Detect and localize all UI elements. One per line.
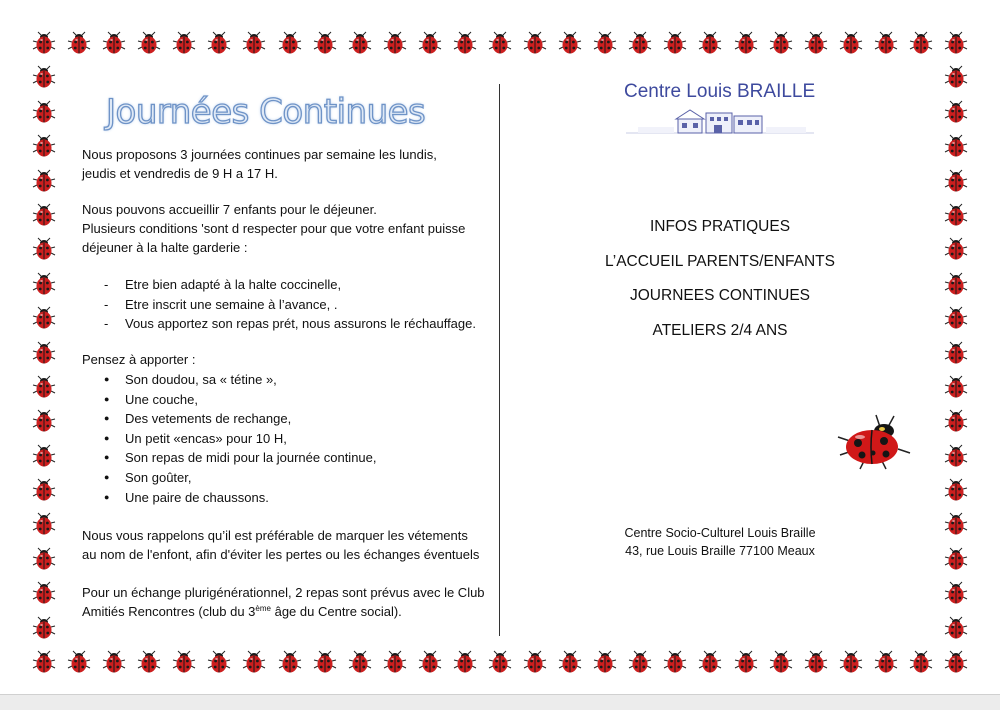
club-line-1: Pour un échange plurigénérationnel, 2 repas sont prévus avec le Club	[82, 585, 485, 600]
ladybug-border-icon	[172, 31, 196, 55]
club-line-2-start: Amitiés Rencontres (club du 3	[82, 604, 256, 619]
ladybug-border-icon	[523, 31, 547, 55]
info-workshops: ATELIERS 2/4 ANS	[652, 322, 788, 339]
ladybug-border-icon	[418, 31, 442, 55]
ladybug-border-icon	[839, 31, 863, 55]
ladybug-border-icon	[944, 547, 968, 571]
reminder-paragraph	[82, 526, 490, 564]
ladybug-icon	[832, 413, 916, 471]
ladybug-border-icon	[418, 650, 442, 674]
conditions-list	[104, 275, 494, 334]
ladybug-border-icon	[628, 31, 652, 55]
ladybug-border-icon	[769, 31, 793, 55]
conditions-paragraph	[82, 200, 490, 257]
ladybug-border-icon	[944, 409, 968, 433]
schedule-line-2: jeudis et vendredis de 9 H a 17 H.	[82, 166, 278, 181]
ladybug-border-icon	[102, 650, 126, 674]
ladybug-border-icon	[944, 650, 968, 674]
ladybug-border-icon	[944, 65, 968, 89]
ladybug-border-icon	[944, 375, 968, 399]
ladybug-border-icon	[278, 31, 302, 55]
ladybug-border-icon	[944, 341, 968, 365]
column-divider	[499, 84, 500, 636]
info-continuous-days: JOURNEES CONTINUES	[630, 287, 810, 304]
ladybug-border-icon	[32, 375, 56, 399]
ladybug-border-icon	[32, 478, 56, 502]
list-item: ● Un petit «encas» pour 10 H,	[104, 429, 494, 449]
ladybug-border-icon	[313, 650, 337, 674]
ladybug-border-icon	[804, 650, 828, 674]
ladybug-border-icon	[67, 650, 91, 674]
page-title: Journées Continues	[106, 92, 426, 132]
ladybug-border-icon	[32, 100, 56, 124]
ladybug-border-icon	[558, 31, 582, 55]
ladybug-border-icon	[734, 31, 758, 55]
list-item: ● Des vetements de rechange,	[104, 409, 494, 429]
ladybug-border-icon	[944, 134, 968, 158]
lunch-capacity-line: Nous pouvons accueillir 7 enfants pour le déjeuner.	[82, 202, 377, 217]
list-item: ● Une paire de chaussons.	[104, 488, 494, 508]
ladybug-border-icon	[944, 616, 968, 640]
ladybug-border-icon	[453, 650, 477, 674]
list-item: ● Son doudou, sa « tétine »,	[104, 370, 494, 390]
ladybug-border-icon	[32, 65, 56, 89]
ladybug-border-icon	[663, 31, 687, 55]
ladybug-border-icon	[313, 31, 337, 55]
ladybug-border-icon	[453, 31, 477, 55]
ladybug-border-icon	[523, 650, 547, 674]
ladybug-border-icon	[348, 31, 372, 55]
page-bottom-edge	[0, 694, 1000, 710]
club-line-2-end: âge du Centre social).	[270, 604, 402, 619]
ladybug-border-icon	[944, 306, 968, 330]
ladybug-border-icon	[944, 581, 968, 605]
ladybug-border-icon	[32, 581, 56, 605]
ladybug-border-icon	[242, 650, 266, 674]
ladybug-border-icon	[32, 237, 56, 261]
ladybug-border-icon	[32, 203, 56, 227]
ladybug-border-icon	[944, 444, 968, 468]
ladybug-border-icon	[874, 650, 898, 674]
ladybug-border-icon	[698, 650, 722, 674]
ladybug-border-icon	[944, 272, 968, 296]
ladybug-border-icon	[909, 650, 933, 674]
schedule-paragraph	[82, 145, 490, 183]
list-item: ● Son repas de midi pour la journée continue,	[104, 448, 494, 468]
ladybug-border-icon	[67, 31, 91, 55]
address-line-1: Centre Socio-Culturel Louis Braille	[624, 526, 816, 540]
center-name-logo: Centre Louis BRAILLE	[624, 81, 816, 102]
ladybug-border-icon	[32, 306, 56, 330]
ladybug-border-icon	[874, 31, 898, 55]
ladybug-border-icon	[944, 31, 968, 55]
ladybug-border-icon	[944, 512, 968, 536]
ladybug-border-icon	[278, 650, 302, 674]
ladybug-border-icon	[32, 31, 56, 55]
ladybug-border-icon	[207, 650, 231, 674]
ladybug-border-icon	[32, 169, 56, 193]
conditions-intro-line: Plusieurs conditions 'sont d respecter pour que votre enfant puisse	[82, 221, 466, 236]
club-paragraph	[82, 583, 490, 621]
ordinal-suffix: ème	[255, 604, 271, 613]
ladybug-border-icon	[32, 512, 56, 536]
bring-heading: Pensez à apporter :	[82, 352, 196, 367]
ladybug-border-icon	[32, 409, 56, 433]
ladybug-border-icon	[137, 31, 161, 55]
ladybug-border-icon	[593, 650, 617, 674]
ladybug-border-icon	[242, 31, 266, 55]
reminder-line-2: au nom de l'enfont, afin d'éviter les pertes ou les échanges éventuels	[82, 547, 480, 562]
schedule-line-1: Nous proposons 3 journées continues par semaine les lundis,	[82, 147, 437, 162]
ladybug-border-icon	[32, 547, 56, 571]
ladybug-border-icon	[32, 444, 56, 468]
ladybug-border-icon	[944, 203, 968, 227]
ladybug-border-icon	[944, 478, 968, 502]
ladybug-border-icon	[383, 650, 407, 674]
ladybug-border-icon	[32, 650, 56, 674]
ladybug-border-icon	[32, 341, 56, 365]
ladybug-border-icon	[698, 31, 722, 55]
ladybug-border-icon	[839, 650, 863, 674]
ladybug-border-icon	[32, 134, 56, 158]
ladybug-border-icon	[348, 650, 372, 674]
conditions-intro-line-2: déjeuner à la halte garderie :	[82, 240, 248, 255]
info-welcome: L’ACCUEIL PARENTS/ENFANTS	[605, 253, 835, 270]
info-practical: INFOS PRATIQUES	[649, 218, 791, 235]
ladybug-border-icon	[558, 650, 582, 674]
building-illustration	[626, 107, 814, 135]
ladybug-border-icon	[909, 31, 933, 55]
bring-list	[104, 370, 494, 507]
list-item: ● Son goûter,	[104, 468, 494, 488]
list-item: - Etre bien adapté à la halte coccinelle,	[104, 275, 494, 295]
ladybug-border-icon	[944, 100, 968, 124]
ladybug-border-icon	[944, 237, 968, 261]
ladybug-border-icon	[32, 272, 56, 296]
ladybug-border-icon	[734, 650, 758, 674]
ladybug-border-icon	[663, 650, 687, 674]
ladybug-border-icon	[944, 169, 968, 193]
ladybug-border-icon	[207, 31, 231, 55]
ladybug-border-icon	[769, 650, 793, 674]
ladybug-border-icon	[383, 31, 407, 55]
ladybug-border-icon	[593, 31, 617, 55]
ladybug-border-icon	[488, 650, 512, 674]
ladybug-border-icon	[804, 31, 828, 55]
reminder-line-1: Nous vous rappelons qu’il est préférable de marquer les vétements	[82, 528, 468, 543]
ladybug-border-icon	[32, 616, 56, 640]
list-item: ● Une couche,	[104, 390, 494, 410]
list-item: - Vous apportez son repas prét, nous assurons le réchauffage.	[104, 314, 494, 334]
ladybug-border-icon	[102, 31, 126, 55]
list-item: - Etre inscrit une semaine à l’avance, .	[104, 295, 494, 315]
ladybug-border-icon	[172, 650, 196, 674]
ladybug-border-icon	[488, 31, 512, 55]
ladybug-border-icon	[628, 650, 652, 674]
ladybug-border-icon	[137, 650, 161, 674]
address-line-2: 43, rue Louis Braille 77100 Meaux	[625, 544, 815, 558]
